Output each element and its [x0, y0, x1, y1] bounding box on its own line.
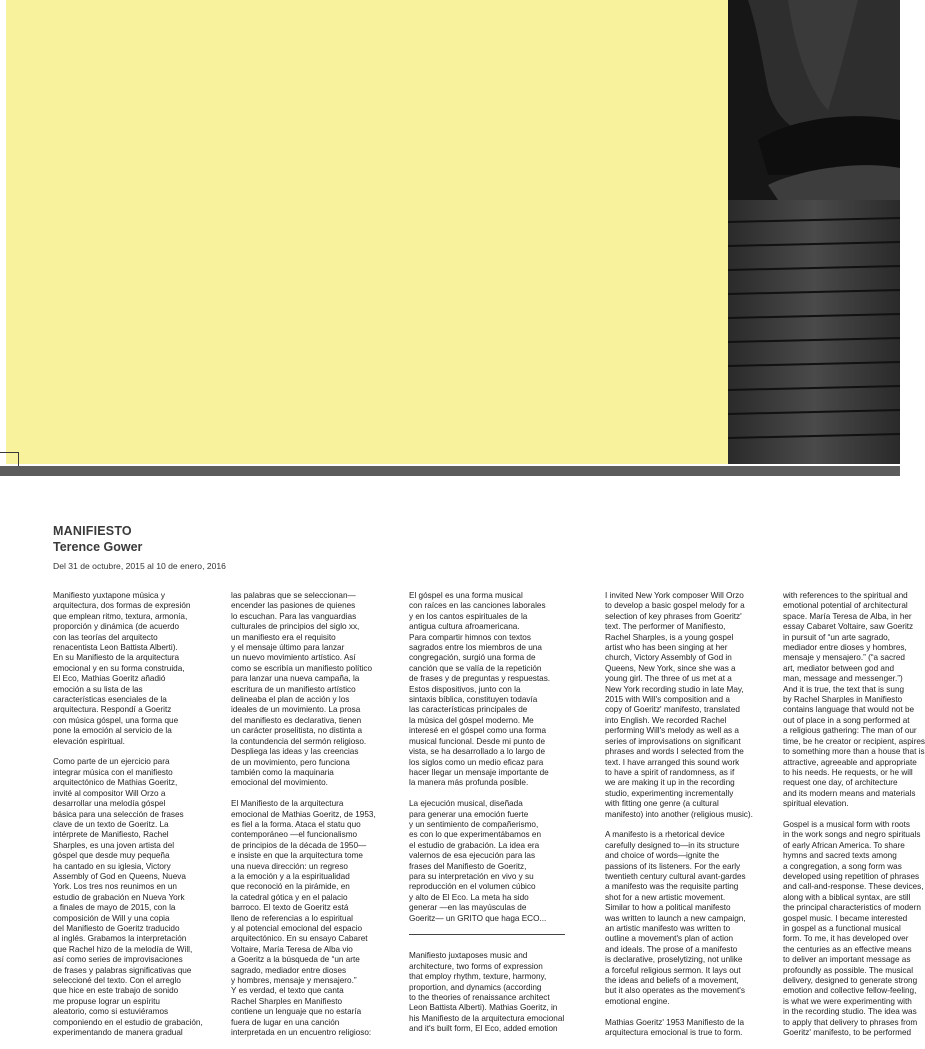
- text-line: Similar to how a political manifesto: [605, 903, 731, 913]
- text-line: reproducción en el volumen cúbico: [409, 882, 536, 892]
- text-line: copy of Goeritz' manifesto, translated: [605, 705, 740, 715]
- text-line: developed using repetition of phrases: [783, 871, 920, 881]
- text-line: renacentista Leon Battista Alberti).: [53, 643, 178, 653]
- text-line: que reconoció en la pirámide, en: [231, 882, 350, 892]
- paragraph: [783, 819, 924, 1039]
- text-line: arquitectónico. En su ensayo Cabaret: [231, 934, 368, 944]
- text-line: Manifiesto juxtaposes music and: [409, 951, 528, 961]
- section-divider: [409, 934, 565, 935]
- text-line: with fitting one genre (a cultural: [605, 799, 719, 809]
- text-line: performing Will's melody as well as a: [605, 726, 739, 736]
- text-line: generar —en las mayúsculas de: [409, 903, 527, 913]
- paragraph: [605, 591, 765, 820]
- paragraph: [409, 799, 569, 924]
- text-line: to have a spirit of randomness, as if: [605, 767, 735, 777]
- text-line: una nueva dirección: un regreso: [231, 861, 348, 871]
- text-line: Queens, New York, since she was a: [605, 663, 736, 673]
- text-line: an artistic manifesto was written to: [605, 923, 731, 933]
- text-line: lo escuchan. Para las vanguardias: [231, 611, 357, 621]
- text-line: desarrollar una melodía góspel: [53, 799, 166, 809]
- text-line: al inglés. Grabamos la interpretación: [53, 934, 187, 944]
- text-line: along with a biblical syntax, are still: [783, 892, 911, 902]
- text-line: and it's built form, El Eco, added emotion: [409, 1024, 558, 1034]
- text-line: hymns and sacred texts among: [783, 851, 897, 861]
- text-line: time, be he creator or recipient, aspires: [783, 736, 925, 746]
- text-line: experimentando de manera gradual: [53, 1028, 183, 1038]
- text-line: Goeritz' manifesto, to be performed: [783, 1028, 912, 1038]
- text-line: the principal characteristics of modern: [783, 903, 921, 913]
- yellow-color-panel: [6, 0, 728, 464]
- text-line: space. María Teresa de Alba, in her: [783, 611, 912, 621]
- paragraph: [409, 951, 569, 1034]
- text-line: escritura de un manifiesto artístico: [231, 684, 356, 694]
- text-line: con música góspel, una forma que: [53, 715, 179, 725]
- text-line: of early African America. To share: [783, 840, 905, 850]
- text-line: spiritual elevation.: [783, 799, 849, 809]
- text-line: y al potencial emocional del espacio: [231, 923, 363, 933]
- text-line: architecture, two forms of expression: [409, 961, 543, 971]
- text-line: la manera más profunda posible.: [409, 778, 529, 788]
- text-line: a congregation, a song form was: [783, 861, 902, 871]
- text-line: phrases and words I selected from the: [605, 747, 744, 757]
- text-line: carefully designed to—in its structure: [605, 840, 740, 850]
- text-line: un manifiesto era el requisito: [231, 632, 336, 642]
- text-line: del Manifiesto de Goeritz traducido: [53, 923, 180, 933]
- text-line: profoundly as possible. The musical: [783, 965, 914, 975]
- text-line: emoción a su lista de las: [53, 684, 143, 694]
- text-line: y un sentimiento de compañerismo,: [409, 819, 539, 829]
- text-line: Leon Battista Alberti). Mathias Goeritz, in: [409, 1003, 558, 1013]
- text-line: that employ rhythm, texture, harmony,: [409, 972, 547, 982]
- text-line: es fiel a la forma. Ataca el statu quo: [231, 819, 361, 829]
- text-line: church, Victory Assembly of God in: [605, 653, 732, 663]
- text-line: contemporáneo —el funcionalismo: [231, 830, 358, 840]
- text-line: elevación espiritual.: [53, 736, 125, 746]
- text-line: la contundencia del sermón religioso.: [231, 736, 367, 746]
- text-line: Rachel Sharples en Manifiesto: [231, 996, 343, 1006]
- text-line: in the recording studio. The idea was: [783, 1007, 917, 1017]
- text-line: básica para una selección de frases: [53, 809, 184, 819]
- text-line: sagrado, mediador entre dioses: [231, 965, 347, 975]
- text-line: con raíces en las canciones laborales: [409, 601, 546, 611]
- text-line: was written to launch a new campaign,: [605, 913, 746, 923]
- paragraph: [53, 591, 203, 747]
- text-line: frases del Manifiesto de Goeritz,: [409, 861, 527, 871]
- text-line: de frases y de preguntas y respuestas.: [409, 674, 551, 684]
- text-line: para lanzar una nueva campaña, la: [231, 674, 360, 684]
- text-line: es con lo que experimentábamos en: [409, 830, 541, 840]
- text-line: Mathias Goeritz' 1953 Manifiesto de la: [605, 1017, 745, 1027]
- text-line: request one day, of architecture: [783, 778, 898, 788]
- text-line: estudio de grabación en Nueva York: [53, 892, 185, 902]
- text-line: composición de Will y una copia: [53, 913, 170, 923]
- paragraph: [231, 591, 381, 789]
- text-line: Como parte de un ejercicio para: [53, 757, 170, 767]
- text-line: and its modern means and materials: [783, 788, 916, 798]
- text-line: clave de un texto de Goeritz. La: [53, 819, 169, 829]
- text-line: sagrados entre los miembros de una: [409, 643, 542, 653]
- text-line: fuera de lugar en una canción: [231, 1017, 340, 1027]
- paragraph: [409, 591, 569, 789]
- text-line: and choice of words—ignite the: [605, 851, 720, 861]
- text-line: outline a movement's plan of action: [605, 934, 734, 944]
- text-line: with references to the spiritual and: [783, 591, 908, 600]
- text-line: mediador entre dioses y hombres,: [783, 643, 907, 653]
- text-line: ha cantado en su iglesia, Victory: [53, 861, 171, 871]
- text-line: And it is true, the text that is sung: [783, 684, 905, 694]
- text-line: to something more than a house that is: [783, 747, 925, 757]
- text-line: sintaxis bíblica, constituyen todavía: [409, 695, 538, 705]
- text-line: arquitectónico de Mathias Goeritz,: [53, 778, 178, 788]
- text-line: la música del góspel moderno. Me: [409, 715, 534, 725]
- paragraph: [605, 830, 765, 1007]
- text-line: pone la emoción al servicio de la: [53, 726, 172, 736]
- text-line: canción que se valía de la repetición: [409, 663, 542, 673]
- text-line: invité al compositor Will Orzo a: [53, 788, 166, 798]
- text-line: musical funcional. Desde mi punto de: [409, 736, 546, 746]
- text-line: e insiste en que la arquitectura tome: [231, 851, 363, 861]
- text-line: a religious gathering: The man of our: [783, 726, 917, 736]
- text-line: componiendo en el estudio de grabación,: [53, 1017, 203, 1027]
- text-line: barroco. El texto de Goeritz está: [231, 903, 349, 913]
- text-line: La ejecución musical, diseñada: [409, 799, 523, 809]
- text-line: de un movimiento, pero funciona: [231, 757, 350, 767]
- text-line: que hice en este trabajo de sonido: [53, 986, 179, 996]
- text-line: vista, se ha desarrollado a lo largo de: [409, 747, 546, 757]
- text-line: text. The performer of Manifiesto,: [605, 622, 726, 632]
- text-line: in the work songs and negro spirituals: [783, 830, 921, 840]
- text-line: características esenciales de la: [53, 695, 167, 705]
- text-line: Despliega las ideas y las creencias: [231, 747, 359, 757]
- text-line: para su interpretación en vivo y su: [409, 871, 534, 881]
- text-line: young girl. The three of us met at a: [605, 674, 732, 684]
- text-line: into English. We recorded Rachel: [605, 715, 727, 725]
- text-line: arquitectura, dos formas de expresión: [53, 601, 191, 611]
- text-line: A manifesto is a rhetorical device: [605, 830, 725, 840]
- text-line: las características principales de: [409, 705, 528, 715]
- text-line: interpretada en un encuentro religioso:: [231, 1028, 372, 1038]
- article-page: [0, 476, 925, 1046]
- text-line: antigua cultura afroamericana.: [409, 622, 520, 632]
- text-line: a finales de mayo de 2015, con la: [53, 903, 176, 913]
- text-line: un carácter proselitista, no distinta a: [231, 726, 363, 736]
- text-line: delivery, designed to generate strong: [783, 976, 918, 986]
- text-line: Estos dispositivos, junto con la: [409, 684, 521, 694]
- text-line: twentieth century cultural avant-gardes: [605, 871, 746, 881]
- text-line: emotional potential of architectural: [783, 601, 908, 611]
- text-line: a Goeritz a la búsqueda de “un arte: [231, 955, 360, 965]
- text-line: Para compartir himnos con textos: [409, 632, 531, 642]
- text-line: I invited New York composer Will Orzo: [605, 591, 744, 600]
- text-line: 2015 with Will's composition and a: [605, 695, 730, 705]
- text-line: interesé en el góspel como una forma: [409, 726, 546, 736]
- text-line: valernos de esa ejecución para las: [409, 851, 536, 861]
- text-line: form. To me, it has developed over: [783, 934, 909, 944]
- text-line: Gospel is a musical form with roots: [783, 819, 910, 829]
- text-line: Manifiesto yuxtapone música y: [53, 591, 165, 600]
- text-line: contains language that would not be: [783, 705, 915, 715]
- text-line: me propuse lograr un espíritu: [53, 996, 160, 1006]
- exhibition-dates: Del 31 de octubre, 2015 al 10 de enero, 2016: [53, 561, 226, 571]
- text-line: by Rachel Sharples in Manifiesto: [783, 695, 903, 705]
- text-line: encender las pasiones de quienes: [231, 601, 356, 611]
- text-line: seleccioné del texto. Con el arreglo: [53, 976, 181, 986]
- text-line: aleatorio, como si estuviéramos: [53, 1007, 169, 1017]
- text-line: El góspel es una forma musical: [409, 591, 523, 600]
- text-line: de frases y palabras significativas que: [53, 965, 192, 975]
- crop-mark: [0, 452, 18, 453]
- text-line: artist who has been singing at her: [605, 643, 728, 653]
- text-line: y en los cantos espirituales de la: [409, 611, 528, 621]
- text-line: in pursuit of “un arte sagrado,: [783, 632, 890, 642]
- text-line: el estudio de grabación. La idea era: [409, 840, 540, 850]
- text-line: proportion, and dynamics (according: [409, 982, 542, 992]
- text-line: El Manifiesto de la arquitectura: [231, 799, 344, 809]
- text-line: out of place in a song performed at: [783, 715, 910, 725]
- paragraph: [783, 591, 925, 810]
- text-line: is declarative, proselytizing, not unlike: [605, 955, 743, 965]
- text-column-1: [53, 591, 203, 1049]
- text-line: to the theories of renaissance architect: [409, 993, 550, 1002]
- text-line: Y es verdad, el texto que canta: [231, 986, 344, 996]
- text-line: contiene un lenguaje que no estaría: [231, 1007, 362, 1017]
- paragraph: [605, 1018, 765, 1039]
- text-line: Rachel Sharples, is a young gospel: [605, 632, 734, 642]
- text-line: arquitectura. Respondí a Goeritz: [53, 705, 172, 715]
- text-line: Sharples, es una joven artista del: [53, 840, 175, 850]
- text-line: and call-and-response. These devices,: [783, 882, 924, 892]
- text-line: y alto de El Eco. La meta ha sido: [409, 892, 529, 902]
- text-line: Voltaire, María Teresa de Alba vio: [231, 944, 353, 954]
- text-line: essay Cabaret Voltaire, saw Goeritz: [783, 622, 914, 632]
- text-line: Assembly of God en Queens, Nueva: [53, 871, 186, 881]
- text-line: las palabras que se seleccionan—: [231, 591, 356, 600]
- text-line: studio, experimenting incrementally: [605, 788, 734, 798]
- text-line: y el mensaje último para lanzar: [231, 643, 345, 653]
- text-line: arquitectura emocional is true to form.: [605, 1028, 743, 1038]
- text-line: un nuevo movimiento artístico. Así: [231, 653, 356, 663]
- black-and-white-photo: [728, 0, 900, 464]
- text-line: the centuries as an effective means: [783, 944, 912, 954]
- text-line: gospel music. I became interested: [783, 913, 908, 923]
- paragraph: [231, 799, 381, 1038]
- text-column-4: [605, 591, 765, 1049]
- text-line: series of improvisations on significant: [605, 736, 741, 746]
- text-line: que Rachel hizo de la melodía de Will,: [53, 944, 193, 954]
- text-line: del manifiesto es declarativa, tienen: [231, 715, 362, 725]
- text-line: a forceful religious sermon. It lays out: [605, 965, 741, 975]
- text-line: to deliver an important message as: [783, 955, 911, 965]
- text-line: y hombres, mensaje y mensajero.”: [231, 976, 357, 986]
- text-line: emocional y en su forma construida,: [53, 663, 185, 673]
- text-line: delineaba el plan de acción y los: [231, 695, 350, 705]
- text-column-3: [409, 591, 569, 1045]
- text-line: New York recording studio in late May,: [605, 684, 744, 694]
- page-gutter-bar: [0, 466, 900, 476]
- paragraph: [53, 757, 203, 1038]
- upper-spread: [0, 0, 900, 466]
- text-line: Goeritz— un GRITO que haga ECO...: [409, 913, 547, 923]
- text-line: we are making it up in the recording: [605, 778, 735, 788]
- text-line: York. Los tres nos reunimos en un: [53, 882, 177, 892]
- text-line: En su Manifiesto de la arquitectura: [53, 653, 180, 663]
- text-line: emocional de Mathias Goeritz, de 1953,: [231, 809, 376, 819]
- text-line: attractive, agreeable and appropriate: [783, 757, 917, 767]
- text-line: passions of its listeners. For the early: [605, 861, 741, 871]
- text-line: shot for a new artistic movement.: [605, 892, 726, 902]
- text-line: que emplean ritmo, textura, armonía,: [53, 611, 188, 621]
- text-line: to his needs. He requests, or he will: [783, 767, 913, 777]
- text-line: but it also operates as the movement's: [605, 986, 745, 996]
- text-line: selection of key phrases from Goeritz': [605, 611, 742, 621]
- crop-mark: [18, 452, 19, 466]
- text-line: la catedral gótica y en el palacio: [231, 892, 348, 902]
- text-line: intérprete de Manifiesto, Rachel: [53, 830, 169, 840]
- text-line: góspel que desde muy pequeña: [53, 851, 170, 861]
- text-line: is what we were experimenting with: [783, 996, 912, 1006]
- article-author: Terence Gower: [53, 540, 143, 554]
- text-line: para generar una emoción fuerte: [409, 809, 529, 819]
- article-title: MANIFIESTO: [53, 524, 132, 538]
- text-line: a manifesto was the requisite parting: [605, 882, 739, 892]
- text-line: and ideals. The prose of a manifesto: [605, 944, 738, 954]
- text-line: emocional del movimiento.: [231, 778, 328, 788]
- text-line: integrar música con el manifiesto: [53, 767, 173, 777]
- text-line: man, message and messenger.”): [783, 674, 903, 684]
- text-line: congregación, surgió una forma de: [409, 653, 536, 663]
- text-line: así como series de improvisaciones: [53, 955, 183, 965]
- text-line: mensaje y mensajero.” (“a sacred: [783, 653, 905, 663]
- text-line: text. I have arranged this sound work: [605, 757, 740, 767]
- text-line: the ideas and beliefs of a movement,: [605, 976, 739, 986]
- text-line: emotional engine.: [605, 996, 670, 1006]
- text-line: culturales de principios del siglo xx,: [231, 622, 360, 632]
- text-column-5: [783, 591, 925, 1049]
- text-line: a la emoción y a la espiritualidad: [231, 871, 350, 881]
- text-line: his Manifiesto de la arquitectura emocional: [409, 1013, 565, 1023]
- text-line: como se escribía un manifiesto político: [231, 663, 373, 673]
- text-line: hacer llegar un mensaje importante de: [409, 767, 549, 777]
- text-line: to apply that delivery to phrases from: [783, 1017, 918, 1027]
- text-line: El Eco, Mathias Goeritz añadió: [53, 674, 166, 684]
- text-line: ideales de un movimiento. La prosa: [231, 705, 361, 715]
- text-line: lleno de referencias a lo espiritual: [231, 913, 353, 923]
- text-line: de principios de la década de 1950—: [231, 840, 367, 850]
- text-line: proporción y dinámica (de acuerdo: [53, 622, 180, 632]
- text-column-2: [231, 591, 381, 1049]
- text-line: to develop a basic gospel melody for a: [605, 601, 745, 611]
- text-line: manifesto) into another (religious music).: [605, 809, 753, 819]
- text-line: emotion and collective fellow-feeling,: [783, 986, 917, 996]
- text-line: también como la maquinaria: [231, 767, 334, 777]
- text-line: art, mediator between god and: [783, 663, 895, 673]
- text-line: con las teorías del arquitecto: [53, 632, 158, 642]
- text-line: in gospel as a functional musical: [783, 923, 901, 933]
- text-line: los siglos como un medio eficaz para: [409, 757, 544, 767]
